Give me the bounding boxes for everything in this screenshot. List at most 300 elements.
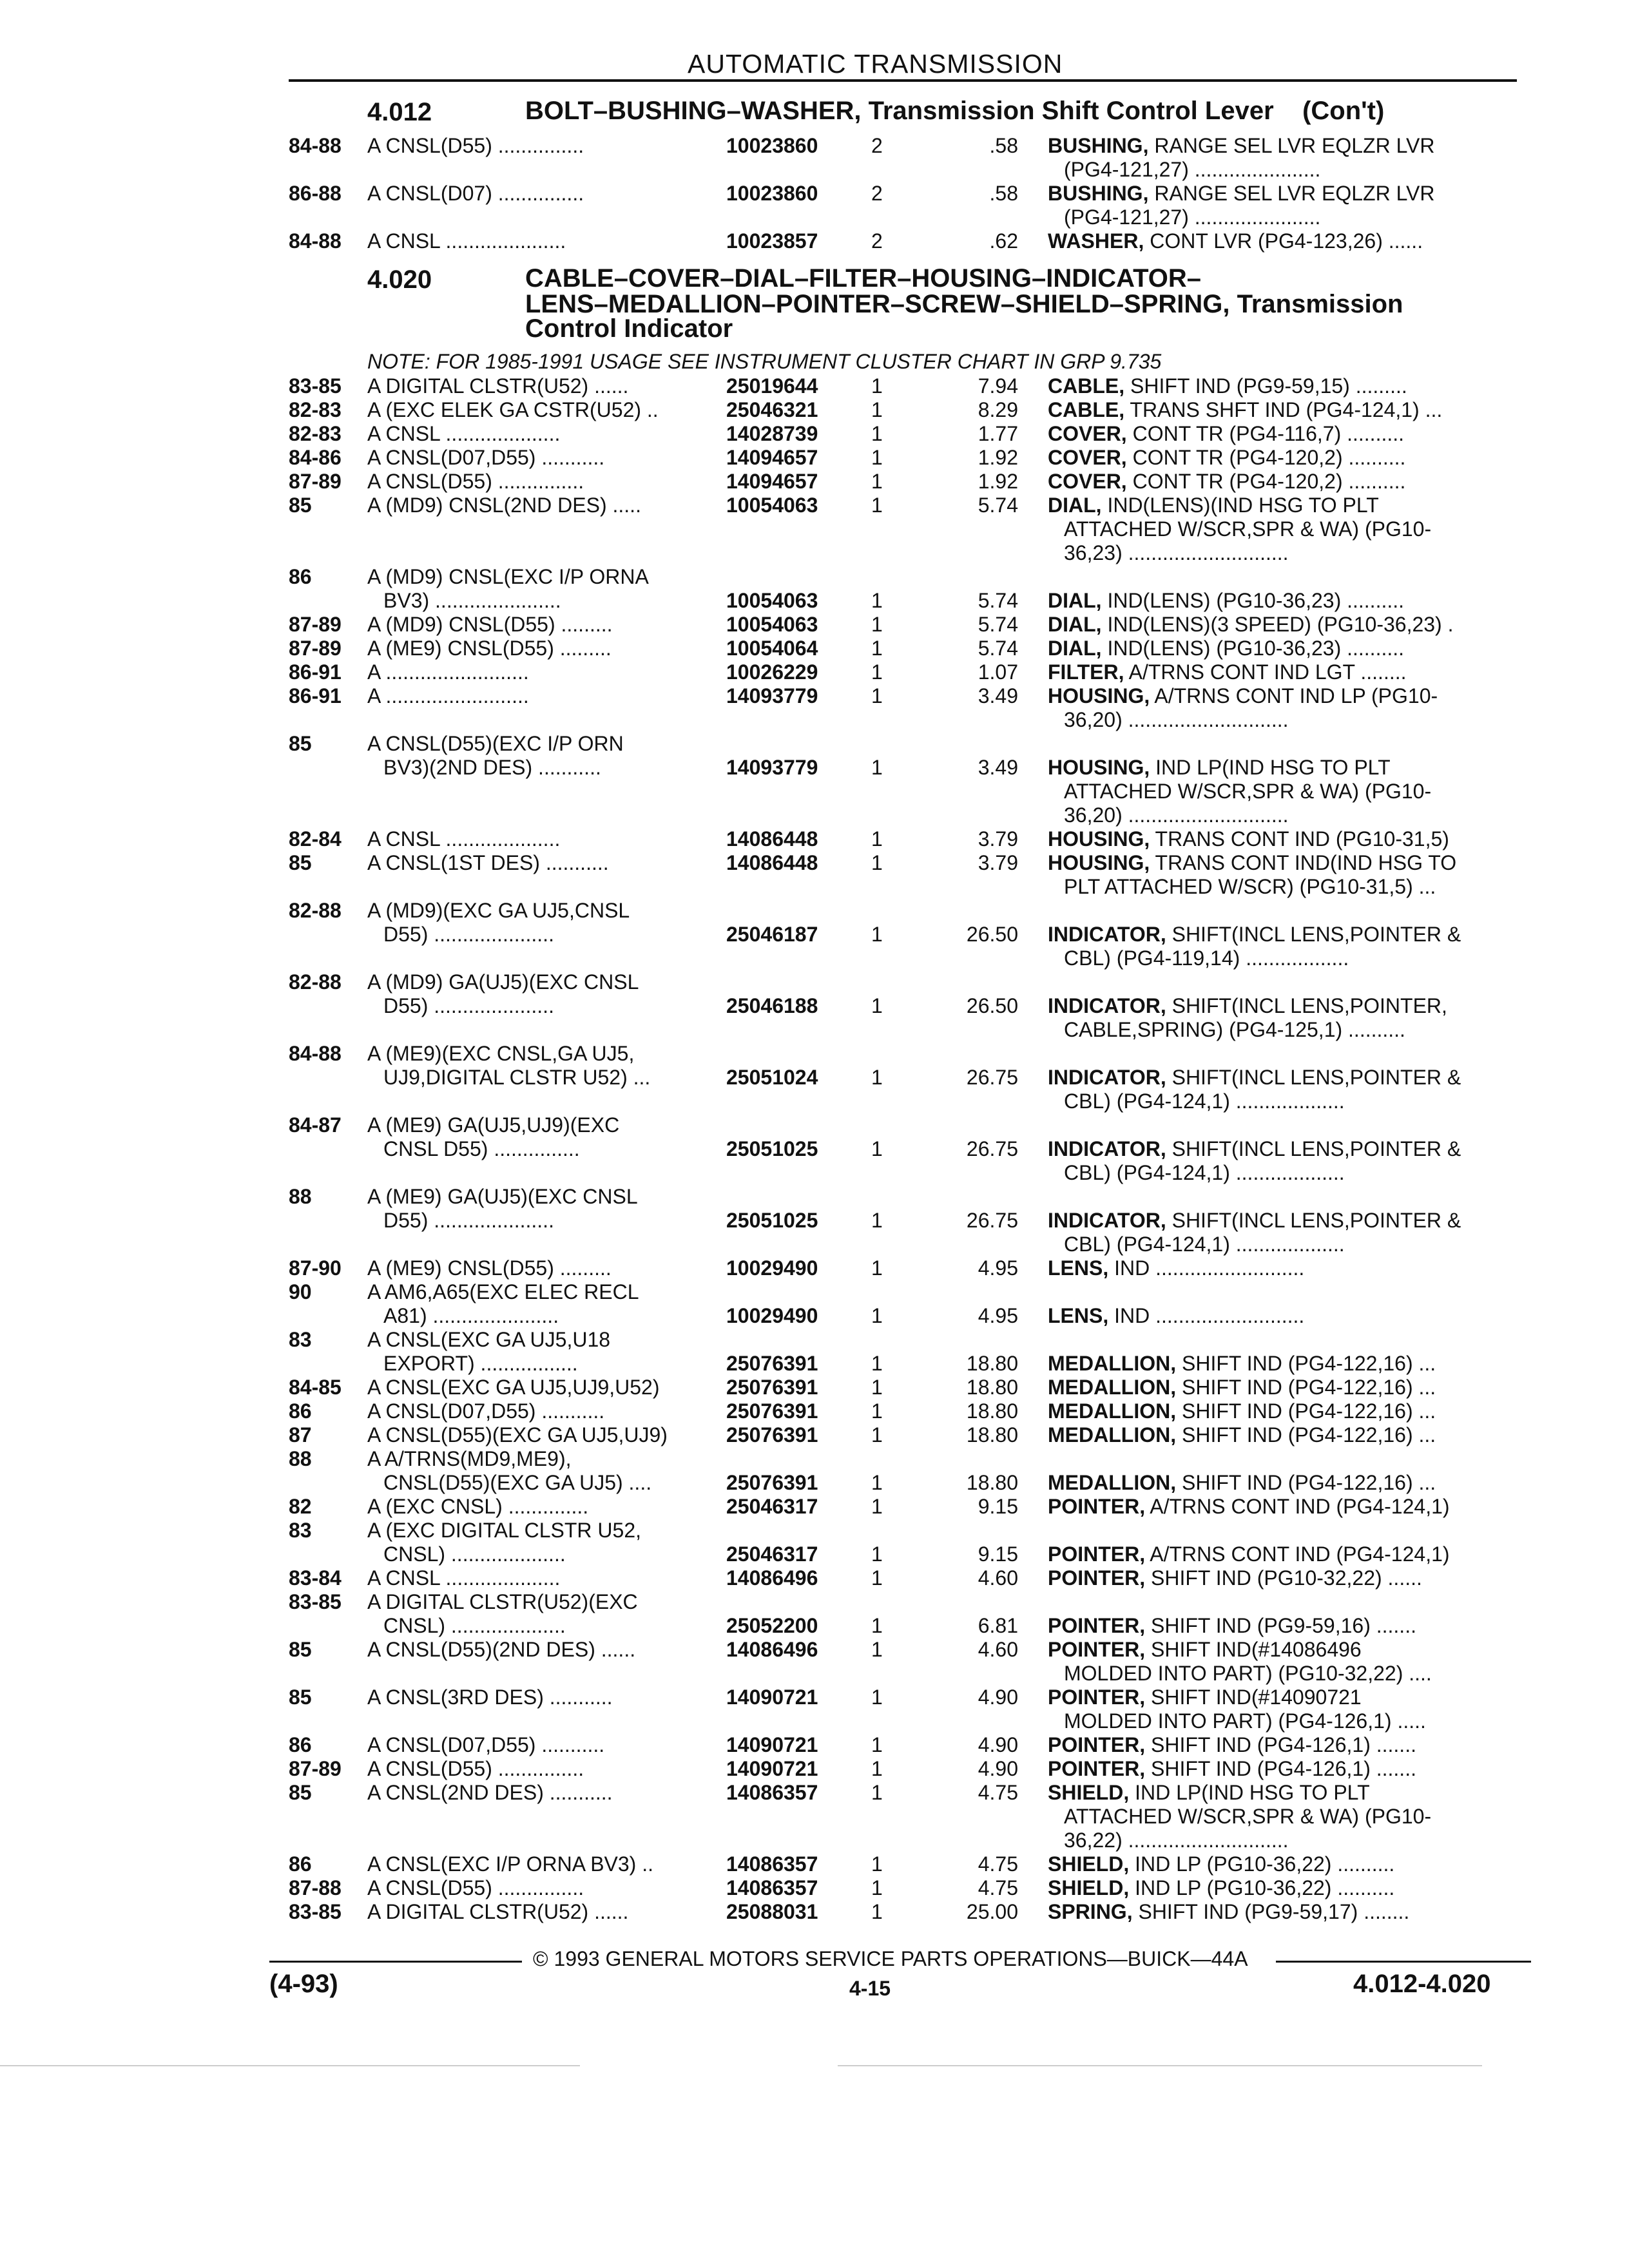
application xyxy=(367,1042,715,1090)
quantity: 1 xyxy=(871,1566,883,1590)
year-range: 87 xyxy=(289,1423,312,1446)
year-range: 87-89 xyxy=(289,470,342,493)
description xyxy=(1048,1399,1518,1423)
price: 3.79 xyxy=(978,851,1018,874)
application-line: A (MD9) GA(UJ5)(EXC CNSL xyxy=(367,970,639,994)
description-line: FILTER, A/TRNS CONT IND LGT ........ xyxy=(1048,660,1407,684)
description-line: CBL) (PG4-124,1) ................... xyxy=(1064,1090,1345,1113)
quantity: 1 xyxy=(871,1304,883,1327)
application xyxy=(367,1638,715,1662)
price: 3.49 xyxy=(978,756,1018,779)
description-line: WASHER, CONT LVR (PG4-123,26) ...... xyxy=(1048,229,1423,253)
application xyxy=(367,613,715,637)
description xyxy=(1048,134,1518,182)
price: 9.15 xyxy=(978,1495,1018,1518)
application xyxy=(367,1423,715,1447)
part-number: 10029490 xyxy=(726,1304,818,1327)
application xyxy=(367,182,715,206)
description-line: (PG4-121,27) ...................... xyxy=(1064,206,1321,229)
application-line: A CNSL(D55) ............... xyxy=(367,1757,584,1780)
application xyxy=(367,1590,715,1638)
section-title-4020-line2: LENS–MEDALLION–POINTER–SCREW–SHIELD–SPRING, Transmission xyxy=(525,290,1403,318)
footer-copyright: © 1993 GENERAL MOTORS SERVICE PARTS OPERATIONS—BUICK—44A xyxy=(533,1947,1248,1970)
part-number: 25051024 xyxy=(726,1066,818,1089)
application-line: A (MD9)(EXC GA UJ5,CNSL xyxy=(367,899,630,922)
application xyxy=(367,229,715,253)
application-line-2: CNSL) .................... xyxy=(383,1542,566,1566)
quantity: 1 xyxy=(871,923,883,946)
price: 1.07 xyxy=(978,660,1018,684)
quantity: 1 xyxy=(871,1352,883,1375)
part-number: 10054063 xyxy=(726,494,818,517)
application-line-2: BV3)(2ND DES) ........... xyxy=(383,756,601,779)
description-line: POINTER, SHIFT IND (PG9-59,16) ....... xyxy=(1048,1614,1416,1637)
description-line: DIAL, IND(LENS) (PG10-36,23) .......... xyxy=(1048,637,1405,660)
year-range: 84-86 xyxy=(289,446,342,469)
part-number: 10054063 xyxy=(726,613,818,636)
application xyxy=(367,851,715,875)
application xyxy=(367,1113,715,1161)
year-range: 87-89 xyxy=(289,1757,342,1780)
price: .58 xyxy=(989,134,1018,157)
quantity: 2 xyxy=(871,182,883,205)
description-line: 36,22) ............................ xyxy=(1064,1829,1289,1852)
part-number: 25046317 xyxy=(726,1495,818,1518)
part-number: 10023860 xyxy=(726,134,818,157)
description xyxy=(1048,398,1518,422)
application-line: A CNSL .................... xyxy=(367,422,561,445)
quantity: 1 xyxy=(871,1614,883,1637)
price: 5.74 xyxy=(978,613,1018,636)
description xyxy=(1048,994,1518,1042)
part-number: 14090721 xyxy=(726,1733,818,1756)
quantity: 1 xyxy=(871,1876,883,1899)
description-line: (PG4-121,27) ...................... xyxy=(1064,158,1321,181)
price: 1.92 xyxy=(978,470,1018,493)
application-line-2: UJ9,DIGITAL CLSTR U52) ... xyxy=(383,1066,651,1089)
description-line: 36,20) ............................ xyxy=(1064,803,1289,827)
price: 4.90 xyxy=(978,1733,1018,1756)
quantity: 1 xyxy=(871,1137,883,1160)
part-number: 10029490 xyxy=(726,1256,818,1280)
application xyxy=(367,1566,715,1590)
application-line: A AM6,A65(EXC ELEC RECL xyxy=(367,1280,639,1303)
year-range: 82-88 xyxy=(289,899,342,922)
quantity: 1 xyxy=(871,756,883,779)
scan-artifact xyxy=(0,2065,580,2066)
price: 5.74 xyxy=(978,637,1018,660)
application-line: A CNSL(D55)(EXC I/P ORN xyxy=(367,732,624,755)
year-range: 90 xyxy=(289,1280,312,1303)
quantity: 1 xyxy=(871,1066,883,1089)
quantity: 1 xyxy=(871,1399,883,1423)
application-line: A (ME9) CNSL(D55) ......... xyxy=(367,1256,612,1280)
application xyxy=(367,1686,715,1709)
year-range: 84-85 xyxy=(289,1376,342,1399)
description-line: ATTACHED W/SCR,SPR & WA) (PG10- xyxy=(1064,780,1432,803)
application-line: A CNSL(D55) ............... xyxy=(367,470,584,493)
description-line: SHIELD, IND LP (PG10-36,22) .......... xyxy=(1048,1852,1395,1876)
price: 5.74 xyxy=(978,589,1018,612)
year-range: 83-84 xyxy=(289,1566,342,1590)
quantity: 1 xyxy=(871,589,883,612)
footer-date: (4-93) xyxy=(269,1970,338,1998)
quantity: 1 xyxy=(871,1376,883,1399)
part-number: 14086448 xyxy=(726,827,818,850)
quantity: 1 xyxy=(871,1209,883,1232)
description xyxy=(1048,756,1518,827)
price: 9.15 xyxy=(978,1542,1018,1566)
description-line: HOUSING, TRANS CONT IND (PG10-31,5) xyxy=(1048,827,1449,850)
application-line: A (MD9) CNSL(EXC I/P ORNA xyxy=(367,565,649,588)
section-number-4012: 4.012 xyxy=(367,98,432,126)
year-range: 86-91 xyxy=(289,660,342,684)
quantity: 1 xyxy=(871,1495,883,1518)
quantity: 1 xyxy=(871,613,883,636)
application-line: A CNSL(D07,D55) ........... xyxy=(367,1399,605,1423)
application-line: A CNSL(EXC I/P ORNA BV3) .. xyxy=(367,1852,653,1876)
description-line: 36,20) ............................ xyxy=(1064,708,1289,731)
description xyxy=(1048,684,1518,732)
footer-section-range: 4.012-4.020 xyxy=(1353,1970,1491,1998)
quantity: 1 xyxy=(871,1471,883,1494)
part-number: 14090721 xyxy=(726,1757,818,1780)
price: 4.90 xyxy=(978,1757,1018,1780)
application xyxy=(367,565,715,613)
description-line: SHIELD, IND LP (PG10-36,22) .......... xyxy=(1048,1876,1395,1899)
application xyxy=(367,374,715,398)
description xyxy=(1048,1733,1518,1757)
year-range: 85 xyxy=(289,1686,312,1709)
part-number: 14094657 xyxy=(726,470,818,493)
description-line: SHIELD, IND LP(IND HSG TO PLT xyxy=(1048,1781,1370,1804)
description-line: LENS, IND .......................... xyxy=(1048,1304,1305,1327)
price: 1.92 xyxy=(978,446,1018,469)
description-line: POINTER, SHIFT IND(#14090721 xyxy=(1048,1686,1362,1709)
description-line: MEDALLION, SHIFT IND (PG4-122,16) ... xyxy=(1048,1376,1436,1399)
year-range: 85 xyxy=(289,732,312,755)
application-line-2: CNSL) .................... xyxy=(383,1614,566,1637)
description-line: HOUSING, A/TRNS CONT IND LP (PG10- xyxy=(1048,684,1438,707)
part-number: 10054063 xyxy=(726,589,818,612)
section-title-4020-line3: Control Indicator xyxy=(525,314,733,343)
description xyxy=(1048,1137,1518,1185)
description-line: BUSHING, RANGE SEL LVR EQLZR LVR xyxy=(1048,182,1435,205)
application-line-2: BV3) ...................... xyxy=(383,589,561,612)
year-range: 87-89 xyxy=(289,613,342,636)
quantity: 1 xyxy=(871,1686,883,1709)
description xyxy=(1048,1352,1518,1376)
application-line: A CNSL(D07,D55) ........... xyxy=(367,446,605,469)
price: .58 xyxy=(989,182,1018,205)
year-range: 85 xyxy=(289,851,312,874)
application-line-2: D55) ..................... xyxy=(383,923,554,946)
part-number: 14086496 xyxy=(726,1566,818,1590)
year-range: 84-88 xyxy=(289,229,342,253)
description xyxy=(1048,1495,1518,1519)
description xyxy=(1048,1376,1518,1399)
application xyxy=(367,1185,715,1233)
description xyxy=(1048,1423,1518,1447)
part-number: 14093779 xyxy=(726,756,818,779)
description-line: CABLE, TRANS SHFT IND (PG4-124,1) ... xyxy=(1048,398,1443,421)
application-line: A CNSL(D07,D55) ........... xyxy=(367,1733,605,1756)
price: 4.75 xyxy=(978,1852,1018,1876)
application-line: A A/TRNS(MD9,ME9), xyxy=(367,1447,572,1470)
part-number: 25046317 xyxy=(726,1542,818,1566)
year-range: 83-85 xyxy=(289,1590,342,1613)
part-number: 14090721 xyxy=(726,1686,818,1709)
quantity: 1 xyxy=(871,1900,883,1923)
year-range: 87-90 xyxy=(289,1256,342,1280)
description xyxy=(1048,660,1518,684)
application-line-2: D55) ..................... xyxy=(383,994,554,1017)
application-line: A (ME9) GA(UJ5)(EXC CNSL xyxy=(367,1185,638,1208)
description xyxy=(1048,1686,1518,1733)
description-line: DIAL, IND(LENS)(3 SPEED) (PG10-36,23) . xyxy=(1048,613,1454,636)
description xyxy=(1048,1876,1518,1900)
description-line: MOLDED INTO PART) (PG4-126,1) ..... xyxy=(1064,1709,1426,1733)
part-number: 25046321 xyxy=(726,398,818,421)
part-number: 25051025 xyxy=(726,1137,818,1160)
description-line: INDICATOR, SHIFT(INCL LENS,POINTER & xyxy=(1048,923,1461,946)
description-line: DIAL, IND(LENS)(IND HSG TO PLT xyxy=(1048,494,1379,517)
year-range: 85 xyxy=(289,1781,312,1804)
usage-note: NOTE: FOR 1985-1991 USAGE SEE INSTRUMENT CLUSTER CHART IN GRP 9.735 xyxy=(367,350,1162,373)
part-number: 14028739 xyxy=(726,422,818,445)
description-line: MEDALLION, SHIFT IND (PG4-122,16) ... xyxy=(1048,1352,1436,1375)
application-line: A CNSL .................... xyxy=(367,1566,561,1590)
application-line: A DIGITAL CLSTR(U52) ...... xyxy=(367,374,629,398)
year-range: 83 xyxy=(289,1328,312,1351)
description-line: COVER, CONT TR (PG4-120,2) .......... xyxy=(1048,446,1406,469)
year-range: 82-83 xyxy=(289,422,342,445)
year-range: 82 xyxy=(289,1495,312,1518)
part-number: 25076391 xyxy=(726,1423,818,1446)
description-line: INDICATOR, SHIFT(INCL LENS,POINTER & xyxy=(1048,1209,1461,1232)
description-line: PLT ATTACHED W/SCR) (PG10-31,5) ... xyxy=(1064,875,1436,898)
part-number: 25051025 xyxy=(726,1209,818,1232)
year-range: 86 xyxy=(289,1399,312,1423)
application-line: A CNSL(EXC GA UJ5,U18 xyxy=(367,1328,611,1351)
application xyxy=(367,1900,715,1924)
application-line: A CNSL(D55) ............... xyxy=(367,1876,584,1899)
description-line: POINTER, A/TRNS CONT IND (PG4-124,1) xyxy=(1048,1542,1450,1566)
part-number: 25076391 xyxy=(726,1352,818,1375)
year-range: 85 xyxy=(289,1638,312,1661)
part-number: 10026229 xyxy=(726,660,818,684)
application-line: A DIGITAL CLSTR(U52) ...... xyxy=(367,1900,629,1923)
description xyxy=(1048,827,1518,851)
application-line: A CNSL .................... xyxy=(367,827,561,850)
description xyxy=(1048,1304,1518,1328)
quantity: 1 xyxy=(871,446,883,469)
description-line: 36,23) ............................ xyxy=(1064,541,1289,564)
year-range: 87-88 xyxy=(289,1876,342,1899)
description xyxy=(1048,589,1518,613)
description-line: POINTER, SHIFT IND (PG4-126,1) ....... xyxy=(1048,1757,1416,1780)
price: 26.50 xyxy=(966,923,1018,946)
price: 4.60 xyxy=(978,1638,1018,1661)
description xyxy=(1048,422,1518,446)
price: 26.50 xyxy=(966,994,1018,1017)
part-number: 14086357 xyxy=(726,1781,818,1804)
application-line: A CNSL(3RD DES) ........... xyxy=(367,1686,613,1709)
description-line: CABLE,SPRING) (PG4-125,1) .......... xyxy=(1064,1018,1405,1041)
description xyxy=(1048,637,1518,660)
price: 4.75 xyxy=(978,1876,1018,1899)
year-range: 87-89 xyxy=(289,637,342,660)
application xyxy=(367,684,715,708)
quantity: 1 xyxy=(871,851,883,874)
footer-page-number: 4-15 xyxy=(849,1977,891,2000)
description xyxy=(1048,1852,1518,1876)
year-range: 86-91 xyxy=(289,684,342,707)
description xyxy=(1048,1566,1518,1590)
application-line-2: CNSL(D55)(EXC GA UJ5) .... xyxy=(383,1471,652,1494)
quantity: 1 xyxy=(871,1852,883,1876)
application xyxy=(367,899,715,947)
description xyxy=(1048,1256,1518,1280)
description-line: LENS, IND .......................... xyxy=(1048,1256,1305,1280)
application xyxy=(367,637,715,660)
application xyxy=(367,1328,715,1376)
part-number: 14086496 xyxy=(726,1638,818,1661)
application-line: A (ME9) CNSL(D55) ......... xyxy=(367,637,612,660)
part-number: 10023860 xyxy=(726,182,818,205)
description-line: COVER, CONT TR (PG4-116,7) .......... xyxy=(1048,422,1405,445)
price: 18.80 xyxy=(966,1376,1018,1399)
description-line: MEDALLION, SHIFT IND (PG4-122,16) ... xyxy=(1048,1471,1436,1494)
description xyxy=(1048,1614,1518,1638)
application xyxy=(367,1781,715,1805)
application-line: A DIGITAL CLSTR(U52)(EXC xyxy=(367,1590,638,1613)
description-line: SPRING, SHIFT IND (PG9-59,17) ........ xyxy=(1048,1900,1410,1923)
application xyxy=(367,1399,715,1423)
price: 6.81 xyxy=(978,1614,1018,1637)
part-number: 10023857 xyxy=(726,229,818,253)
description-line: INDICATOR, SHIFT(INCL LENS,POINTER, xyxy=(1048,994,1447,1017)
application-line: A (EXC ELEK GA CSTR(U52) .. xyxy=(367,398,659,421)
description-line: POINTER, SHIFT IND(#14086496 xyxy=(1048,1638,1362,1661)
application xyxy=(367,446,715,470)
description-line: MEDALLION, SHIFT IND (PG4-122,16) ... xyxy=(1048,1423,1436,1446)
part-number: 25046187 xyxy=(726,923,818,946)
application xyxy=(367,1852,715,1876)
application xyxy=(367,732,715,780)
part-number: 25019644 xyxy=(726,374,818,398)
year-range: 83 xyxy=(289,1519,312,1542)
price: 4.60 xyxy=(978,1566,1018,1590)
part-number: 25076391 xyxy=(726,1376,818,1399)
price: 26.75 xyxy=(966,1137,1018,1160)
year-range: 86 xyxy=(289,565,312,588)
footer-rule-left xyxy=(269,1961,522,1963)
application xyxy=(367,660,715,684)
application xyxy=(367,470,715,494)
price: 8.29 xyxy=(978,398,1018,421)
part-number: 14086357 xyxy=(726,1852,818,1876)
part-number: 14086448 xyxy=(726,851,818,874)
application xyxy=(367,1733,715,1757)
price: 5.74 xyxy=(978,494,1018,517)
application-line: A (ME9)(EXC CNSL,GA UJ5, xyxy=(367,1042,635,1065)
year-range: 85 xyxy=(289,494,312,517)
quantity: 1 xyxy=(871,994,883,1017)
application xyxy=(367,1376,715,1399)
price: 4.75 xyxy=(978,1781,1018,1804)
year-range: 82-84 xyxy=(289,827,342,850)
quantity: 2 xyxy=(871,229,883,253)
price: 3.79 xyxy=(978,827,1018,850)
application xyxy=(367,1519,715,1566)
year-range: 82-83 xyxy=(289,398,342,421)
application-line: A (EXC CNSL) .............. xyxy=(367,1495,589,1518)
quantity: 1 xyxy=(871,398,883,421)
price: 26.75 xyxy=(966,1066,1018,1089)
quantity: 1 xyxy=(871,827,883,850)
quantity: 1 xyxy=(871,470,883,493)
part-number: 10054064 xyxy=(726,637,818,660)
description-line: ATTACHED W/SCR,SPR & WA) (PG10- xyxy=(1064,1805,1432,1828)
quantity: 1 xyxy=(871,1256,883,1280)
application-line: A (MD9) CNSL(2ND DES) ..... xyxy=(367,494,641,517)
description xyxy=(1048,923,1518,970)
price: 26.75 xyxy=(966,1209,1018,1232)
application-line: A (MD9) CNSL(D55) ......... xyxy=(367,613,613,636)
price: 7.94 xyxy=(978,374,1018,398)
application xyxy=(367,134,715,158)
section-title-4012: BOLT–BUSHING–WASHER, Transmission Shift Control Lever (Con't) xyxy=(525,97,1385,125)
year-range: 84-88 xyxy=(289,134,342,157)
description xyxy=(1048,1471,1518,1495)
application-line: A CNSL(D55)(2ND DES) ...... xyxy=(367,1638,636,1661)
page-title: AUTOMATIC TRANSMISSION xyxy=(688,49,1063,79)
application-line: A CNSL(D55)(EXC GA UJ5,UJ9) xyxy=(367,1423,668,1446)
description xyxy=(1048,446,1518,470)
description-line: CBL) (PG4-124,1) ................... xyxy=(1064,1161,1345,1184)
application-line-2: D55) ..................... xyxy=(383,1209,554,1232)
part-number: 25076391 xyxy=(726,1399,818,1423)
description-line: INDICATOR, SHIFT(INCL LENS,POINTER & xyxy=(1048,1066,1461,1089)
description xyxy=(1048,494,1518,565)
description xyxy=(1048,182,1518,229)
application xyxy=(367,1447,715,1495)
quantity: 1 xyxy=(871,660,883,684)
application xyxy=(367,1280,715,1328)
quantity: 1 xyxy=(871,422,883,445)
description xyxy=(1048,229,1518,253)
application xyxy=(367,970,715,1018)
part-number: 14093779 xyxy=(726,684,818,707)
price: 4.95 xyxy=(978,1304,1018,1327)
year-range: 83-85 xyxy=(289,1900,342,1923)
application xyxy=(367,1876,715,1900)
description-line: HOUSING, TRANS CONT IND(IND HSG TO xyxy=(1048,851,1457,874)
application xyxy=(367,827,715,851)
year-range: 86 xyxy=(289,1852,312,1876)
quantity: 1 xyxy=(871,494,883,517)
year-range: 84-87 xyxy=(289,1113,342,1137)
description xyxy=(1048,1209,1518,1256)
section-title-4020-line1: CABLE–COVER–DIAL–FILTER–HOUSING–INDICATOR– xyxy=(525,264,1202,293)
part-number: 25088031 xyxy=(726,1900,818,1923)
description-line: CABLE, SHIFT IND (PG9-59,15) ......... xyxy=(1048,374,1407,398)
application xyxy=(367,422,715,446)
description-line: POINTER, A/TRNS CONT IND (PG4-124,1) xyxy=(1048,1495,1450,1518)
description-line: POINTER, SHIFT IND (PG4-126,1) ....... xyxy=(1048,1733,1416,1756)
description xyxy=(1048,1066,1518,1113)
